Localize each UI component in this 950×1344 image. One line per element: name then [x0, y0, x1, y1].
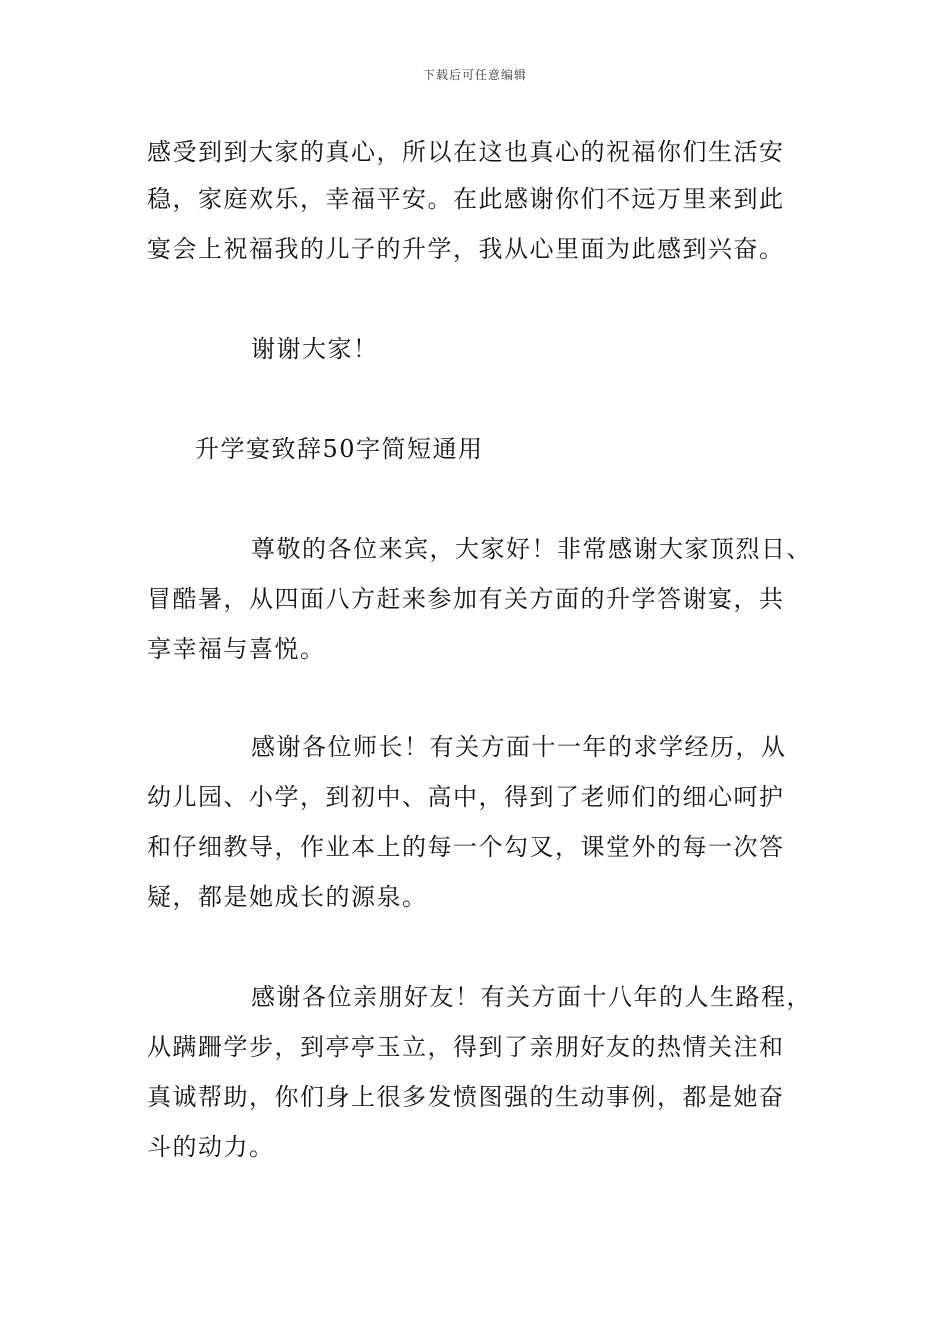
paragraph-line: 谢谢大家！ [251, 335, 379, 363]
paragraph-line: 感受到到大家的真心，所以在这也真心的祝福你们生活安 [147, 138, 785, 166]
paragraph-line: 冒酷暑，从四面八方赶来参加有关方面的升学答谢宴，共 [147, 585, 785, 613]
paragraph-line: 幼儿园、小学，到初中、高中，得到了老师们的细心呵护 [147, 783, 785, 811]
paragraph-line: 疑，都是她成长的源泉。 [147, 883, 428, 911]
paragraph-line: 感谢各位师长！有关方面十一年的求学经历，从 [251, 733, 787, 761]
paragraph-line: 享幸福与喜悦。 [147, 635, 326, 663]
paragraph-line: 和仔细教导，作业本上的每一个勾叉，课堂外的每一次答 [147, 833, 785, 861]
header-note: 下载后可任意编辑 [422, 68, 527, 82]
paragraph-line: 真诚帮助，你们身上很多发愤图强的生动事例，都是她奋 [147, 1083, 785, 1111]
paragraph-line: 稳，家庭欢乐，幸福平安。在此感谢你们不远万里来到此 [147, 185, 785, 213]
paragraph-line: 尊敬的各位来宾，大家好！非常感谢大家顶烈日、 [251, 535, 812, 563]
paragraph-line: 感谢各位亲朋好友！有关方面十八年的人生路程， [251, 983, 812, 1011]
paragraph-line: 斗的动力。 [147, 1133, 275, 1161]
section-title: 升学宴致辞50字简短通用 [195, 435, 484, 463]
paragraph-line: 从蹒跚学步，到亭亭玉立，得到了亲朋好友的热情关注和 [147, 1033, 785, 1061]
paragraph-line: 宴会上祝福我的儿子的升学，我从心里面为此感到兴奋。 [147, 235, 785, 263]
